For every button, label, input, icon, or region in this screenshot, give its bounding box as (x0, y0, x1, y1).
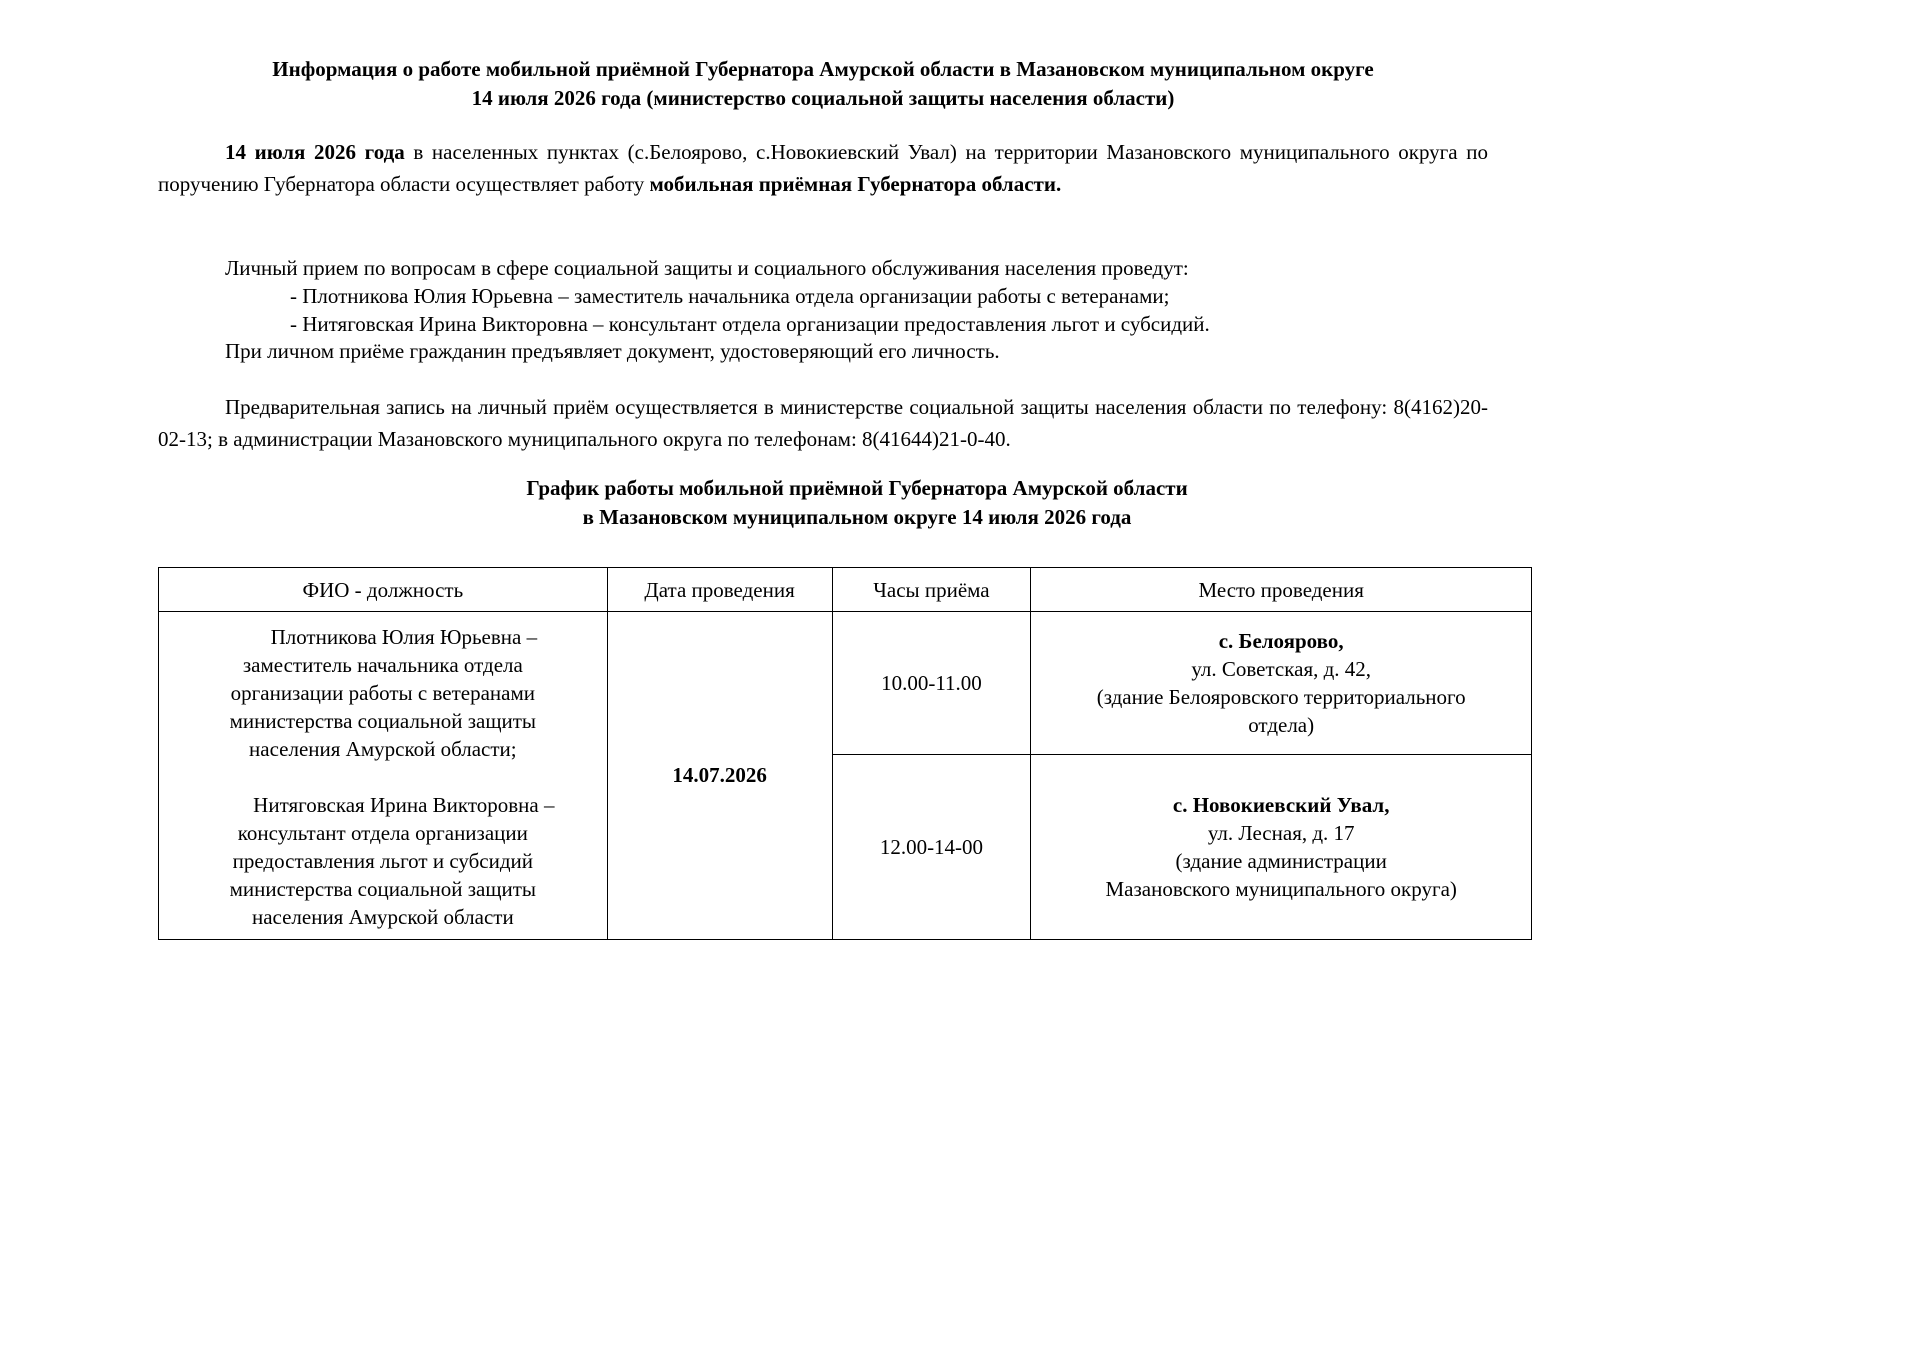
person-line: населения Амурской области; (249, 736, 517, 761)
time-cell: 12.00-14-00 (832, 755, 1031, 940)
column-header-date: Дата проведения (607, 568, 832, 612)
schedule-title-line-1: График работы мобильной приёмной Губернатора Амурской области (526, 476, 1188, 500)
place-cell (1031, 755, 1532, 940)
person-line: министерства социальной защиты (229, 876, 537, 901)
intro-paragraph (158, 136, 1488, 200)
title-line-2: 14 июля 2026 года (министерство социальной защиты населения области) (471, 86, 1175, 110)
reception-person-1: - Плотникова Юлия Юрьевна – заместитель начальника отдела организации работы с ветеранами; (290, 284, 1170, 308)
document-note: При личном приёме гражданин предъявляет документ, удостоверяющий его личность. (225, 339, 1000, 363)
appointment-paragraph: Предварительная запись на личный приём осуществляется в министерстве социальной защиты населения области по телефону: 8(4162)20-02-13; в администрации Мазановского муниципального округа по телефонам: 8(41644)21-0-40. (158, 395, 1488, 451)
place-name: с. Новокиевский Увал, (1172, 793, 1390, 817)
intro-text: в населенных пунктах (с.Белоярово, с.Новокиевский Увал) на территории Мазановского муниципального округа по поручению Губернатора области осуществляет работу (158, 140, 1488, 196)
person-line: министерства социальной защиты (229, 708, 537, 733)
title-line-1: Информация о работе мобильной приёмной Губернатора Амурской области в Мазановском муниципальном округе (272, 57, 1374, 81)
place-line: ул. Советская, д. 42, (1191, 657, 1372, 681)
document-title (150, 55, 1496, 113)
table-header-row (159, 568, 1532, 612)
place-line: Мазановского муниципального округа) (1105, 877, 1457, 901)
place-name: с. Белоярово, (1218, 629, 1344, 653)
column-header-place: Место проведения (1031, 568, 1532, 612)
place-line: (здание администрации (1175, 849, 1387, 873)
person-line: населения Амурской области (251, 904, 514, 929)
reception-lead: Личный прием по вопросам в сфере социальной защиты и социального обслуживания населения проведут: (225, 256, 1189, 280)
person-line: организации работы с ветеранами (230, 680, 535, 705)
place-line: ул. Лесная, д. 17 (1207, 821, 1355, 845)
intro-date: 14 июля 2026 года (225, 140, 405, 164)
place-line: (здание Белояровского территориального (1096, 685, 1466, 709)
schedule-title-line-2: в Мазановском муниципальном округе 14 июля 2026 года (582, 505, 1132, 529)
date-cell: 14.07.2026 (607, 612, 832, 940)
column-header-hours: Часы приёма (832, 568, 1031, 612)
person-2-block (159, 791, 607, 931)
person-line: Плотникова Юлия Юрьевна – (270, 624, 538, 649)
place-line: отдела) (1248, 713, 1315, 737)
schedule-title (150, 474, 1564, 532)
person-1-block (159, 623, 607, 763)
reception-person-2: - Нитяговская Ирина Викторовна – консультант отдела организации предоставления льгот и субсидий. (290, 312, 1210, 336)
schedule-table (158, 567, 1532, 940)
column-header-fio: ФИО - должность (159, 568, 608, 612)
person-line: Нитяговская Ирина Викторовна – (253, 792, 555, 817)
place-cell (1031, 612, 1532, 755)
persons-cell (159, 612, 608, 940)
time-cell: 10.00-11.00 (832, 612, 1031, 755)
person-line: консультант отдела организации (237, 820, 528, 845)
table-row (159, 612, 1532, 755)
person-line: предоставления льгот и субсидий (232, 848, 533, 873)
person-line: заместитель начальника отдела (242, 652, 523, 677)
intro-bold-end: мобильная приёмная Губернатора области. (649, 172, 1062, 196)
